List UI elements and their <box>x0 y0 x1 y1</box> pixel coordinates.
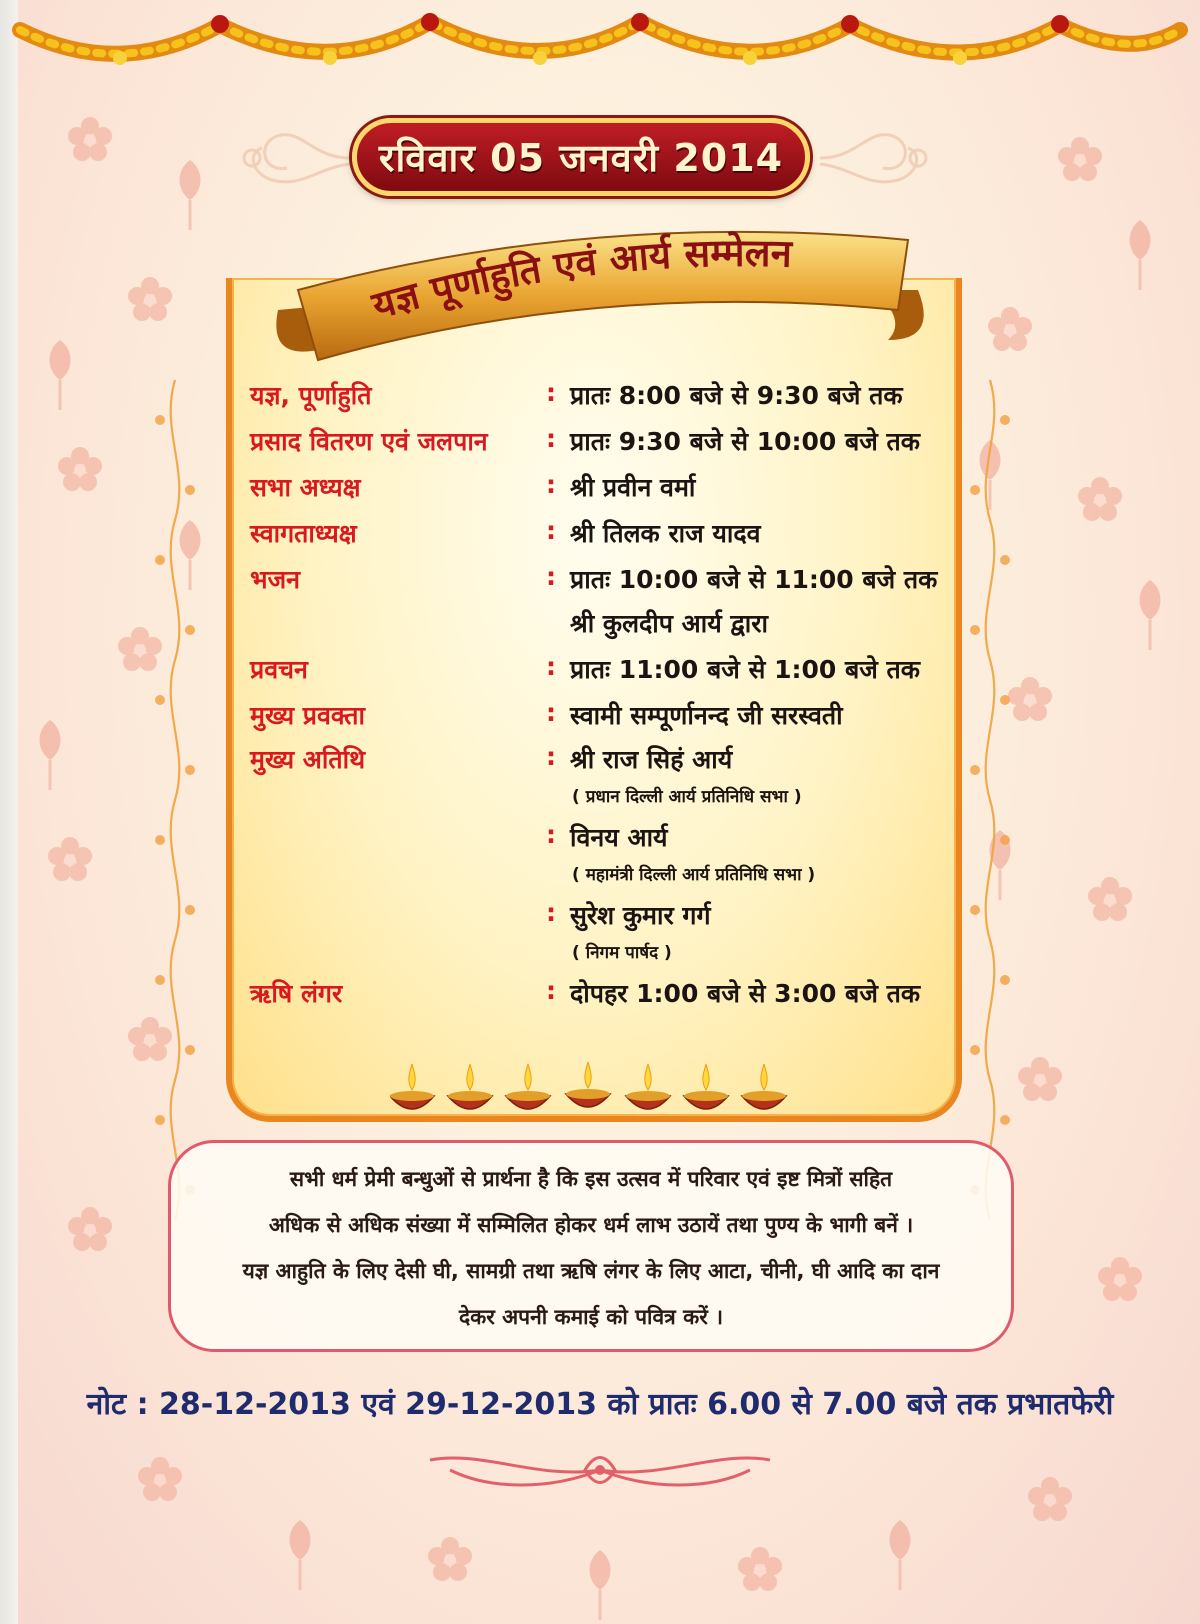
program-label: यज्ञ, पूर्णाहुति <box>250 381 372 410</box>
program-colon: : <box>546 898 556 927</box>
program-row <box>250 862 940 888</box>
program-value: प्रातः 10:00 बजे से 11:00 बजे तक <box>570 565 938 594</box>
appeal-line: अधिक से अधिक संख्या में सम्मिलित होकर धर्म लाभ उठायें तथा पुण्य के भागी बनें । <box>268 1213 914 1237</box>
diya-icon <box>448 1064 492 1109</box>
program-label: स्वागताध्यक्ष <box>250 519 357 548</box>
program-subtitle: ( निगम पार्षद ) <box>572 943 672 963</box>
program-row <box>250 516 940 556</box>
appeal-box <box>168 1140 1014 1352</box>
appeal-line: सभी धर्म प्रेमी बन्धुओं से प्रार्थना है कि इस उत्सव में परिवार एवं इष्ट मित्रों सहित <box>289 1167 893 1191</box>
diya-icon <box>506 1064 550 1109</box>
marigold-garland <box>0 0 1200 90</box>
program-label: ऋषि लंगर <box>250 979 343 1008</box>
program-colon: : <box>546 562 556 591</box>
diya-icon <box>626 1064 670 1109</box>
program-colon: : <box>546 742 556 771</box>
diya-icon <box>566 1062 610 1107</box>
program-value: प्रातः 8:00 बजे से 9:30 बजे तक <box>570 381 903 410</box>
program-colon: : <box>546 516 556 545</box>
program-value: प्रातः 11:00 बजे से 1:00 बजे तक <box>570 655 920 684</box>
program-colon: : <box>546 378 556 407</box>
program-label: प्रवचन <box>250 655 308 684</box>
appeal-line: यज्ञ आहुति के लिए देसी घी, सामग्री तथा ऋषि लंगर के लिए आटा, चीनी, घी आदि का दान <box>242 1259 940 1283</box>
program-label: सभा अध्यक्ष <box>250 473 361 502</box>
program-value: प्रातः 9:30 बजे से 10:00 बजे तक <box>570 427 920 456</box>
program-row <box>250 940 940 966</box>
program-row <box>250 820 940 860</box>
program-value: श्री तिलक राज यादव <box>570 519 761 548</box>
program-row <box>250 606 940 646</box>
program-colon: : <box>546 470 556 499</box>
event-date: रविवार 05 जनवरी 2014 <box>378 136 784 180</box>
program-value: दोपहर 1:00 बजे से 3:00 बजे तक <box>570 979 921 1008</box>
program-label: मुख्य प्रवक्ता <box>250 701 366 730</box>
program-colon: : <box>546 820 556 849</box>
event-title: यज्ञ पूर्णाहुति एवं आर्य सम्मेलन <box>367 230 793 328</box>
title-ribbon <box>238 210 958 380</box>
program-value: सुरेश कुमार गर्ग <box>570 901 711 930</box>
program-extra: श्री कुलदीप आर्य द्वारा <box>570 609 768 638</box>
diya-icon <box>390 1064 434 1109</box>
diya-icon <box>742 1064 786 1109</box>
program-row <box>250 378 940 418</box>
program-value: श्री राज सिहं आर्य <box>570 745 733 774</box>
diya-icon <box>684 1064 728 1109</box>
appeal-line: देकर अपनी कमाई को पवित्र करें । <box>458 1305 724 1329</box>
program-row <box>250 784 940 810</box>
program-colon: : <box>546 976 556 1005</box>
program-row <box>250 976 940 1016</box>
program-subtitle: ( महामंत्री दिल्ली आर्य प्रतिनिधि सभा ) <box>572 865 816 885</box>
left-swirl-ornament <box>232 118 352 198</box>
diya-lamps <box>390 1060 800 1120</box>
program-value: स्वामी सम्पूर्णानन्द जी सरस्वती <box>570 701 843 730</box>
program-label: मुख्य अतिथि <box>250 745 366 774</box>
program-colon: : <box>546 652 556 681</box>
bottom-ornament <box>420 1440 780 1500</box>
program-label: भजन <box>250 565 301 594</box>
program-row <box>250 562 940 602</box>
program-row <box>250 742 940 782</box>
date-banner <box>352 118 810 196</box>
note-prabhatferi: नोट : 28-12-2013 एवं 29-12-2013 को प्रातः 6.00 से 7.00 बजे तक प्रभातफेरी <box>86 1387 1114 1422</box>
program-value: विनय आर्य <box>570 823 668 852</box>
program-value: श्री प्रवीन वर्मा <box>570 473 696 502</box>
program-row <box>250 424 940 464</box>
program-row <box>250 698 940 738</box>
program-colon: : <box>546 424 556 453</box>
program-row <box>250 470 940 510</box>
program-label: प्रसाद वितरण एवं जलपान <box>250 427 488 456</box>
program-colon: : <box>546 698 556 727</box>
program-row <box>250 898 940 938</box>
program-row <box>250 652 940 692</box>
right-swirl-ornament <box>818 118 938 198</box>
program-subtitle: ( प्रधान दिल्ली आर्य प्रतिनिधि सभा ) <box>572 787 802 807</box>
